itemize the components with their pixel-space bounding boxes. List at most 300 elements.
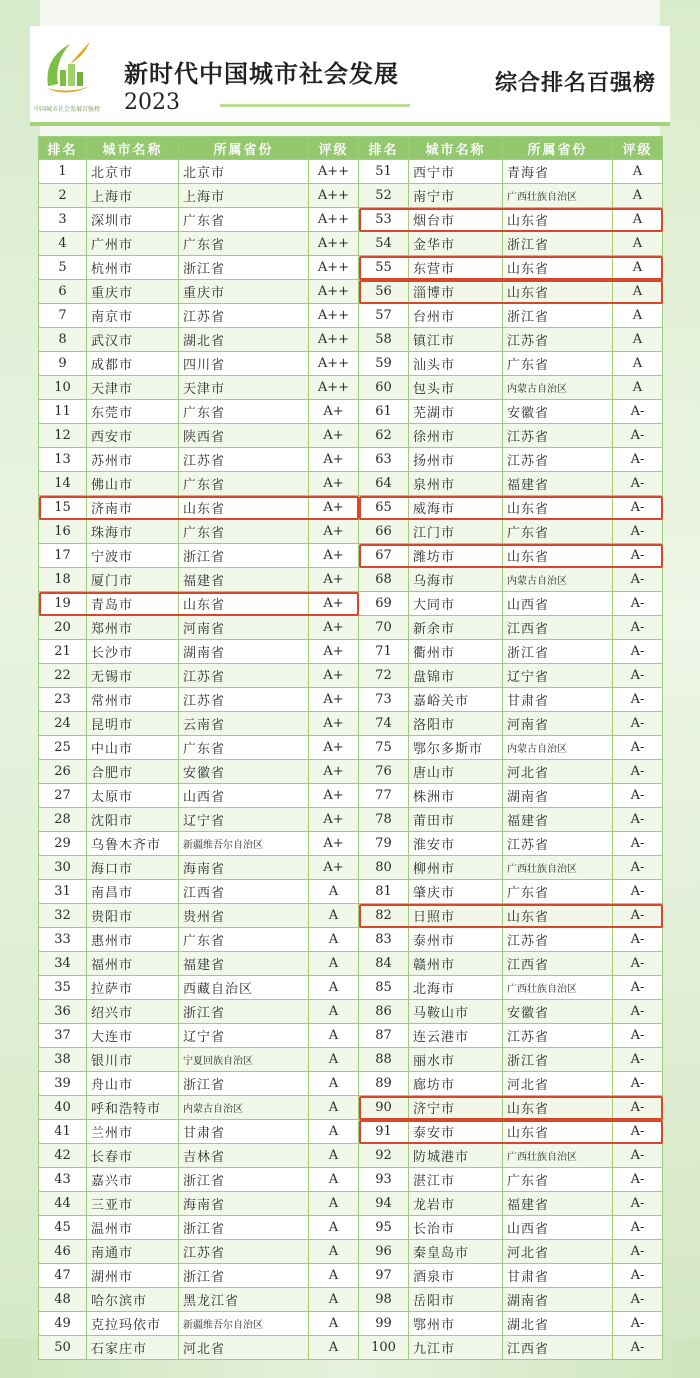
table-row xyxy=(39,1048,663,1072)
grade-cell: A xyxy=(309,1288,359,1312)
grade-cell: A- xyxy=(613,880,663,904)
province-cell: 福建省 xyxy=(179,568,309,592)
table-row xyxy=(39,952,663,976)
table-row xyxy=(39,472,663,496)
rank-cell: 93 xyxy=(359,1168,409,1192)
table-row xyxy=(39,640,663,664)
province-cell: 广东省 xyxy=(179,520,309,544)
rank-cell: 91 xyxy=(359,1120,409,1144)
rank-cell: 39 xyxy=(39,1072,87,1096)
city-name-cell: 烟台市 xyxy=(409,208,503,232)
province-cell: 海南省 xyxy=(179,1192,309,1216)
province-cell: 浙江省 xyxy=(503,304,613,328)
province-cell: 山东省 xyxy=(503,496,613,520)
province-cell: 福建省 xyxy=(179,952,309,976)
province-cell: 贵州省 xyxy=(179,904,309,928)
grade-cell: A- xyxy=(613,1288,663,1312)
grade-cell: A- xyxy=(613,832,663,856)
grade-cell: A++ xyxy=(309,352,359,376)
city-name-cell: 淄博市 xyxy=(409,280,503,304)
rank-cell: 64 xyxy=(359,472,409,496)
rank-cell: 1 xyxy=(39,160,87,184)
city-name-cell: 威海市 xyxy=(409,496,503,520)
city-name-cell: 日照市 xyxy=(409,904,503,928)
province-cell: 广西壮族自治区 xyxy=(503,184,613,208)
rank-cell: 72 xyxy=(359,664,409,688)
rank-cell: 5 xyxy=(39,256,87,280)
title-underline xyxy=(220,104,410,107)
province-cell: 吉林省 xyxy=(179,1144,309,1168)
rank-cell: 34 xyxy=(39,952,87,976)
rank-cell: 31 xyxy=(39,880,87,904)
ranking-table xyxy=(38,136,663,1360)
city-name-cell: 盘锦市 xyxy=(409,664,503,688)
city-name-cell: 苏州市 xyxy=(87,448,179,472)
table-row xyxy=(39,736,663,760)
rank-cell: 99 xyxy=(359,1312,409,1336)
grade-cell: A xyxy=(613,160,663,184)
grade-cell: A- xyxy=(613,904,663,928)
grade-cell: A+ xyxy=(309,856,359,880)
grade-cell: A- xyxy=(613,520,663,544)
city-name-cell: 防城港市 xyxy=(409,1144,503,1168)
province-cell: 江西省 xyxy=(503,952,613,976)
grade-cell: A- xyxy=(613,1000,663,1024)
rank-cell: 65 xyxy=(359,496,409,520)
grade-cell: A- xyxy=(613,1264,663,1288)
rank-cell: 75 xyxy=(359,736,409,760)
city-name-cell: 秦皇岛市 xyxy=(409,1240,503,1264)
rank-cell: 49 xyxy=(39,1312,87,1336)
city-name-cell: 淮安市 xyxy=(409,832,503,856)
city-name-cell: 新余市 xyxy=(409,616,503,640)
grade-cell: A- xyxy=(613,592,663,616)
rank-cell: 100 xyxy=(359,1336,409,1360)
province-cell: 江苏省 xyxy=(503,928,613,952)
province-cell: 山东省 xyxy=(503,256,613,280)
rank-cell: 77 xyxy=(359,784,409,808)
page-year: 2023 xyxy=(124,90,180,115)
city-name-cell: 北海市 xyxy=(409,976,503,1000)
city-name-cell: 马鞍山市 xyxy=(409,1000,503,1024)
province-cell: 福建省 xyxy=(503,472,613,496)
province-cell: 山东省 xyxy=(503,280,613,304)
rank-cell: 44 xyxy=(39,1192,87,1216)
grade-cell: A++ xyxy=(309,376,359,400)
province-cell: 广东省 xyxy=(179,208,309,232)
city-name-cell: 汕头市 xyxy=(409,352,503,376)
rank-cell: 37 xyxy=(39,1024,87,1048)
grade-cell: A xyxy=(309,976,359,1000)
rank-cell: 24 xyxy=(39,712,87,736)
city-name-cell: 厦门市 xyxy=(87,568,179,592)
city-name-cell: 洛阳市 xyxy=(409,712,503,736)
city-name-cell: 绍兴市 xyxy=(87,1000,179,1024)
table-row xyxy=(39,856,663,880)
province-cell: 山东省 xyxy=(503,904,613,928)
grade-cell: A+ xyxy=(309,664,359,688)
city-name-cell: 龙岩市 xyxy=(409,1192,503,1216)
province-cell: 山东省 xyxy=(503,1120,613,1144)
table-row xyxy=(39,712,663,736)
grade-cell: A- xyxy=(613,1024,663,1048)
table-row xyxy=(39,1144,663,1168)
city-name-cell: 连云港市 xyxy=(409,1024,503,1048)
rank-cell: 60 xyxy=(359,376,409,400)
grade-cell: A+ xyxy=(309,688,359,712)
grade-cell: A+ xyxy=(309,640,359,664)
rank-cell: 53 xyxy=(359,208,409,232)
province-cell: 重庆市 xyxy=(179,280,309,304)
rank-cell: 33 xyxy=(39,928,87,952)
column-header-grade: 评级 xyxy=(613,137,663,160)
province-cell: 广东省 xyxy=(179,400,309,424)
grade-cell: A- xyxy=(613,784,663,808)
city-name-cell: 哈尔滨市 xyxy=(87,1288,179,1312)
province-cell: 广西壮族自治区 xyxy=(503,1144,613,1168)
city-name-cell: 西宁市 xyxy=(409,160,503,184)
grade-cell: A- xyxy=(613,472,663,496)
province-cell: 北京市 xyxy=(179,160,309,184)
rank-cell: 6 xyxy=(39,280,87,304)
city-name-cell: 柳州市 xyxy=(409,856,503,880)
grade-cell: A++ xyxy=(309,256,359,280)
city-name-cell: 舟山市 xyxy=(87,1072,179,1096)
province-cell: 江苏省 xyxy=(179,1240,309,1264)
city-name-cell: 郑州市 xyxy=(87,616,179,640)
logo-caption: 中国城市社会发展百强榜 xyxy=(34,106,101,113)
province-cell: 内蒙古自治区 xyxy=(179,1096,309,1120)
grade-cell: A xyxy=(309,928,359,952)
city-name-cell: 杭州市 xyxy=(87,256,179,280)
city-name-cell: 酒泉市 xyxy=(409,1264,503,1288)
province-cell: 山西省 xyxy=(503,592,613,616)
rank-cell: 85 xyxy=(359,976,409,1000)
rank-cell: 16 xyxy=(39,520,87,544)
grade-cell: A+ xyxy=(309,736,359,760)
province-cell: 陕西省 xyxy=(179,424,309,448)
province-cell: 浙江省 xyxy=(503,1048,613,1072)
province-cell: 安徽省 xyxy=(503,1000,613,1024)
grade-cell: A- xyxy=(613,496,663,520)
city-name-cell: 南宁市 xyxy=(409,184,503,208)
table-row xyxy=(39,760,663,784)
grade-cell: A- xyxy=(613,952,663,976)
province-cell: 河北省 xyxy=(503,1072,613,1096)
city-name-cell: 昆明市 xyxy=(87,712,179,736)
city-name-cell: 武汉市 xyxy=(87,328,179,352)
ranking-table-container xyxy=(38,136,662,1357)
city-name-cell: 嘉兴市 xyxy=(87,1168,179,1192)
province-cell: 安徽省 xyxy=(503,400,613,424)
table-row xyxy=(39,496,663,520)
rank-cell: 11 xyxy=(39,400,87,424)
grade-cell: A+ xyxy=(309,592,359,616)
city-name-cell: 北京市 xyxy=(87,160,179,184)
grade-cell: A+ xyxy=(309,400,359,424)
grade-cell: A+ xyxy=(309,760,359,784)
province-cell: 广东省 xyxy=(179,472,309,496)
grade-cell: A+ xyxy=(309,544,359,568)
grade-cell: A++ xyxy=(309,184,359,208)
grade-cell: A+ xyxy=(309,832,359,856)
rank-cell: 36 xyxy=(39,1000,87,1024)
table-row xyxy=(39,664,663,688)
province-cell: 辽宁省 xyxy=(503,664,613,688)
grade-cell: A xyxy=(309,1264,359,1288)
column-header-province: 所属省份 xyxy=(179,137,309,160)
city-name-cell: 深圳市 xyxy=(87,208,179,232)
rank-cell: 9 xyxy=(39,352,87,376)
rank-cell: 29 xyxy=(39,832,87,856)
table-row xyxy=(39,568,663,592)
rank-cell: 58 xyxy=(359,328,409,352)
rank-cell: 21 xyxy=(39,640,87,664)
city-name-cell: 长春市 xyxy=(87,1144,179,1168)
city-name-cell: 青岛市 xyxy=(87,592,179,616)
city-name-cell: 江门市 xyxy=(409,520,503,544)
table-row xyxy=(39,1336,663,1360)
city-name-cell: 徐州市 xyxy=(409,424,503,448)
province-cell: 河北省 xyxy=(503,1240,613,1264)
grade-cell: A xyxy=(309,1048,359,1072)
grade-cell: A- xyxy=(613,928,663,952)
rank-cell: 81 xyxy=(359,880,409,904)
grade-cell: A xyxy=(309,1024,359,1048)
column-header-rank: 排名 xyxy=(39,137,87,160)
rank-cell: 12 xyxy=(39,424,87,448)
grade-cell: A- xyxy=(613,760,663,784)
city-name-cell: 莆田市 xyxy=(409,808,503,832)
province-cell: 内蒙古自治区 xyxy=(503,736,613,760)
province-cell: 新疆维吾尔自治区 xyxy=(179,832,309,856)
grade-cell: A- xyxy=(613,1120,663,1144)
province-cell: 浙江省 xyxy=(179,1264,309,1288)
city-name-cell: 湛江市 xyxy=(409,1168,503,1192)
grade-cell: A- xyxy=(613,1048,663,1072)
rank-cell: 57 xyxy=(359,304,409,328)
grade-cell: A- xyxy=(613,1216,663,1240)
table-row xyxy=(39,1240,663,1264)
grade-cell: A- xyxy=(613,424,663,448)
city-name-cell: 广州市 xyxy=(87,232,179,256)
rank-cell: 14 xyxy=(39,472,87,496)
rank-cell: 28 xyxy=(39,808,87,832)
city-name-cell: 珠海市 xyxy=(87,520,179,544)
province-cell: 山东省 xyxy=(503,544,613,568)
city-name-cell: 温州市 xyxy=(87,1216,179,1240)
rank-cell: 98 xyxy=(359,1288,409,1312)
table-row xyxy=(39,376,663,400)
rank-cell: 87 xyxy=(359,1024,409,1048)
city-name-cell: 惠州市 xyxy=(87,928,179,952)
city-name-cell: 丽水市 xyxy=(409,1048,503,1072)
province-cell: 上海市 xyxy=(179,184,309,208)
rank-cell: 38 xyxy=(39,1048,87,1072)
rank-cell: 25 xyxy=(39,736,87,760)
grade-cell: A- xyxy=(613,712,663,736)
city-name-cell: 福州市 xyxy=(87,952,179,976)
rank-cell: 42 xyxy=(39,1144,87,1168)
rank-cell: 10 xyxy=(39,376,87,400)
grade-cell: A+ xyxy=(309,712,359,736)
table-row xyxy=(39,880,663,904)
province-cell: 宁夏回族自治区 xyxy=(179,1048,309,1072)
province-cell: 江苏省 xyxy=(503,448,613,472)
table-row xyxy=(39,328,663,352)
province-cell: 江苏省 xyxy=(503,832,613,856)
city-name-cell: 佛山市 xyxy=(87,472,179,496)
city-name-cell: 衢州市 xyxy=(409,640,503,664)
rank-cell: 27 xyxy=(39,784,87,808)
city-name-cell: 鄂尔多斯市 xyxy=(409,736,503,760)
province-cell: 山西省 xyxy=(503,1216,613,1240)
grade-cell: A- xyxy=(613,568,663,592)
province-cell: 广西壮族自治区 xyxy=(503,976,613,1000)
province-cell: 湖北省 xyxy=(503,1312,613,1336)
rank-cell: 30 xyxy=(39,856,87,880)
province-cell: 辽宁省 xyxy=(179,808,309,832)
province-cell: 山东省 xyxy=(503,208,613,232)
city-name-cell: 南昌市 xyxy=(87,880,179,904)
city-name-cell: 兰州市 xyxy=(87,1120,179,1144)
grade-cell: A xyxy=(613,232,663,256)
city-name-cell: 东营市 xyxy=(409,256,503,280)
rank-cell: 45 xyxy=(39,1216,87,1240)
grade-cell: A+ xyxy=(309,424,359,448)
grade-cell: A xyxy=(309,880,359,904)
rank-cell: 84 xyxy=(359,952,409,976)
province-cell: 海南省 xyxy=(179,856,309,880)
rank-cell: 50 xyxy=(39,1336,87,1360)
province-cell: 浙江省 xyxy=(179,544,309,568)
rank-cell: 32 xyxy=(39,904,87,928)
table-row xyxy=(39,784,663,808)
province-cell: 湖北省 xyxy=(179,328,309,352)
grade-cell: A+ xyxy=(309,784,359,808)
province-cell: 甘肃省 xyxy=(503,1264,613,1288)
province-cell: 天津市 xyxy=(179,376,309,400)
grade-cell: A- xyxy=(613,640,663,664)
rank-cell: 41 xyxy=(39,1120,87,1144)
city-name-cell: 济宁市 xyxy=(409,1096,503,1120)
province-cell: 福建省 xyxy=(503,808,613,832)
city-name-cell: 中山市 xyxy=(87,736,179,760)
city-name-cell: 东莞市 xyxy=(87,400,179,424)
table-row xyxy=(39,352,663,376)
table-row xyxy=(39,424,663,448)
table-row xyxy=(39,1216,663,1240)
city-name-cell: 乌海市 xyxy=(409,568,503,592)
grade-cell: A xyxy=(309,1144,359,1168)
grade-cell: A xyxy=(613,208,663,232)
city-name-cell: 湖州市 xyxy=(87,1264,179,1288)
province-cell: 浙江省 xyxy=(179,256,309,280)
city-name-cell: 天津市 xyxy=(87,376,179,400)
rank-cell: 35 xyxy=(39,976,87,1000)
grade-cell: A++ xyxy=(309,208,359,232)
province-cell: 广东省 xyxy=(503,520,613,544)
rank-cell: 59 xyxy=(359,352,409,376)
grade-cell: A- xyxy=(613,1312,663,1336)
city-name-cell: 沈阳市 xyxy=(87,808,179,832)
rank-cell: 26 xyxy=(39,760,87,784)
grade-cell: A- xyxy=(613,976,663,1000)
city-name-cell: 常州市 xyxy=(87,688,179,712)
grade-cell: A- xyxy=(613,544,663,568)
table-row xyxy=(39,592,663,616)
city-name-cell: 泰州市 xyxy=(409,928,503,952)
province-cell: 湖南省 xyxy=(503,1288,613,1312)
rank-cell: 48 xyxy=(39,1288,87,1312)
city-name-cell: 贵阳市 xyxy=(87,904,179,928)
grade-cell: A- xyxy=(613,1240,663,1264)
grade-cell: A xyxy=(309,1072,359,1096)
table-row xyxy=(39,280,663,304)
city-name-cell: 拉萨市 xyxy=(87,976,179,1000)
table-row xyxy=(39,232,663,256)
rank-cell: 90 xyxy=(359,1096,409,1120)
table-row xyxy=(39,256,663,280)
province-cell: 江西省 xyxy=(503,1336,613,1360)
rank-cell: 79 xyxy=(359,832,409,856)
city-name-cell: 扬州市 xyxy=(409,448,503,472)
province-cell: 山东省 xyxy=(179,496,309,520)
rank-cell: 23 xyxy=(39,688,87,712)
grade-cell: A- xyxy=(613,1144,663,1168)
grade-cell: A xyxy=(309,1192,359,1216)
city-name-cell: 成都市 xyxy=(87,352,179,376)
province-cell: 湖南省 xyxy=(179,640,309,664)
page-header xyxy=(30,26,670,126)
city-name-cell: 廊坊市 xyxy=(409,1072,503,1096)
rank-cell: 78 xyxy=(359,808,409,832)
grade-cell: A xyxy=(309,1312,359,1336)
city-name-cell: 芜湖市 xyxy=(409,400,503,424)
city-name-cell: 大连市 xyxy=(87,1024,179,1048)
city-name-cell: 上海市 xyxy=(87,184,179,208)
rank-cell: 95 xyxy=(359,1216,409,1240)
province-cell: 浙江省 xyxy=(179,1168,309,1192)
province-cell: 甘肃省 xyxy=(179,1120,309,1144)
rank-cell: 67 xyxy=(359,544,409,568)
city-name-cell: 长治市 xyxy=(409,1216,503,1240)
rank-cell: 3 xyxy=(39,208,87,232)
city-name-cell: 南京市 xyxy=(87,304,179,328)
page-subtitle: 综合排名百强榜 xyxy=(494,71,656,96)
rank-cell: 88 xyxy=(359,1048,409,1072)
grade-cell: A xyxy=(613,328,663,352)
province-cell: 西藏自治区 xyxy=(179,976,309,1000)
table-row xyxy=(39,520,663,544)
province-cell: 浙江省 xyxy=(503,640,613,664)
grade-cell: A+ xyxy=(309,496,359,520)
province-cell: 江苏省 xyxy=(179,664,309,688)
grade-cell: A+ xyxy=(309,520,359,544)
grade-cell: A- xyxy=(613,1096,663,1120)
province-cell: 安徽省 xyxy=(179,760,309,784)
rank-cell: 22 xyxy=(39,664,87,688)
province-cell: 河南省 xyxy=(179,616,309,640)
province-cell: 江苏省 xyxy=(179,448,309,472)
table-row xyxy=(39,1072,663,1096)
rank-cell: 73 xyxy=(359,688,409,712)
rank-cell: 46 xyxy=(39,1240,87,1264)
city-name-cell: 银川市 xyxy=(87,1048,179,1072)
rank-cell: 71 xyxy=(359,640,409,664)
city-name-cell: 肇庆市 xyxy=(409,880,503,904)
rank-cell: 51 xyxy=(359,160,409,184)
